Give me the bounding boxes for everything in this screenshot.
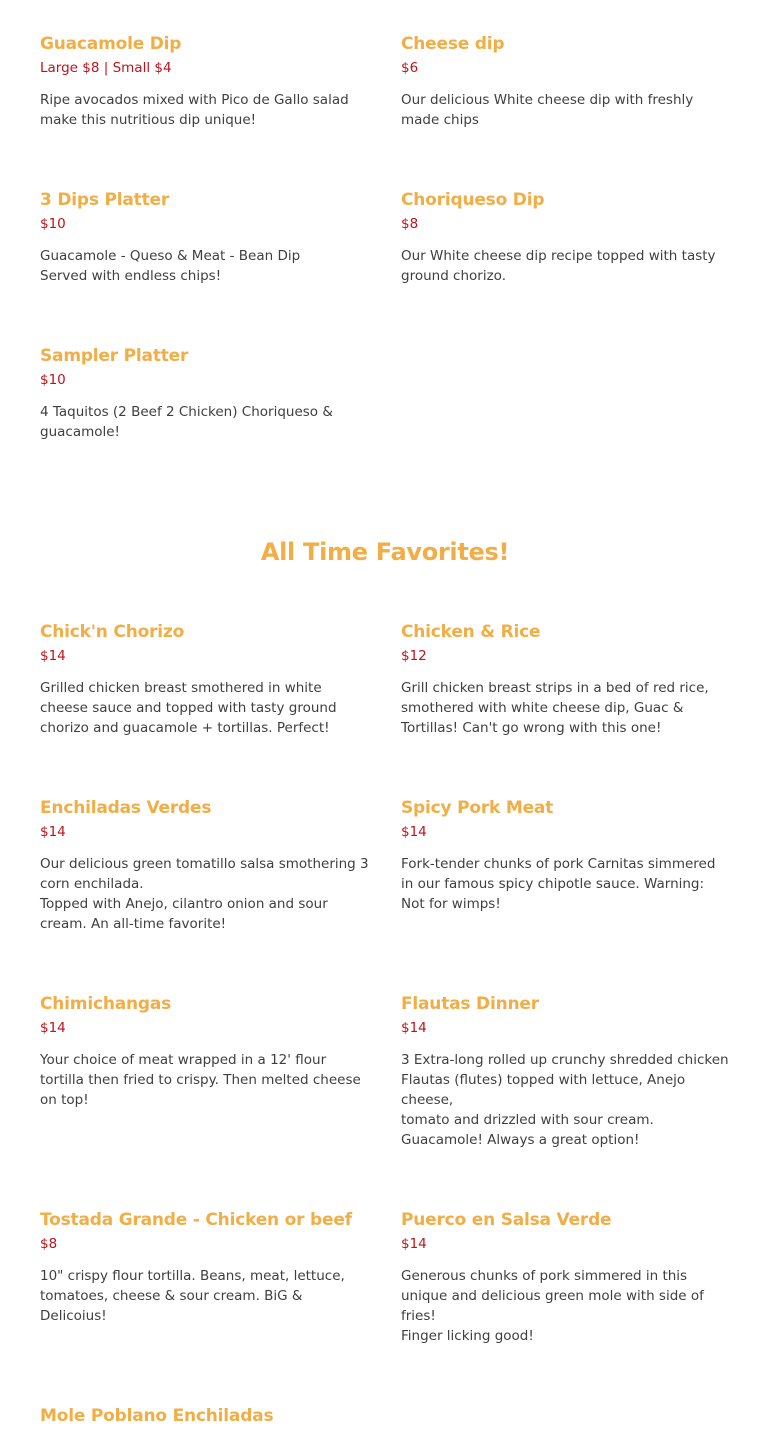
item-name: Cheese dip [401,34,505,54]
item-name: Choriqueso Dip [401,190,545,210]
item-description: Your choice of meat wrapped in a 12' flour tortilla then fried to crispy. Then melted cheese on top! [40,1052,361,1108]
item-price: $14 [40,824,66,840]
item-price: $8 [401,216,419,232]
item-price: $12 [401,648,427,664]
item-name: Chicken & Rice [401,622,541,642]
item-name: Chick'n Chorizo [40,622,185,642]
item-description: Grill chicken breast strips in a bed of red rice, smothered with white cheese dip, Guac & Tortillas! Can't go wrong with this one! [401,680,709,736]
item-description: Our White cheese dip recipe topped with tasty ground chorizo. [401,248,716,284]
item-description: Our delicious green tomatillo salsa smothering 3 corn enchilada. Topped with Anejo, cilantro onion and sour cream. An all-time favorite! [40,856,369,932]
item-price: $14 [40,1020,66,1036]
menu-item-chimichangas [40,992,369,1208]
item-price: $10 [40,216,66,232]
item-name: Tostada Grande - Chicken or beef [40,1210,352,1230]
menu-item-puerco-en-salsa-verde [401,1208,730,1404]
item-price: $14 [401,1020,427,1036]
item-name: Puerco en Salsa Verde [401,1210,612,1230]
appetizers-grid [40,32,730,442]
menu-item-guacamole-dip [40,32,369,188]
item-name: Sampler Platter [40,346,189,366]
item-description: Our delicious White cheese dip with freshly made chips [401,92,694,128]
favorites-section [40,620,730,1428]
item-description: Ripe avocados mixed with Pico de Gallo salad make this nutritious dip unique! [40,92,349,128]
favorites-grid [40,620,730,1428]
menu-item-sampler-platter [40,344,369,442]
item-description: 10" crispy flour tortilla. Beans, meat, lettuce, tomatoes, cheese & sour cream. BiG & Delicoius! [40,1268,345,1324]
item-name: Spicy Pork Meat [401,798,554,818]
item-description: 4 Taquitos (2 Beef 2 Chicken) Choriqueso & guacamole! [40,404,333,440]
item-price: Large $8 | Small $4 [40,60,172,76]
item-price: $6 [401,60,419,76]
item-price: $14 [40,648,66,664]
menu-item-flautas-dinner [401,992,730,1208]
item-name: Enchiladas Verdes [40,798,212,818]
section-heading-all-time-favorites: All Time Favorites! [260,538,510,566]
item-name: Mole Poblano Enchiladas [40,1406,274,1426]
item-price: $10 [40,372,66,388]
item-description: Guacamole - Queso & Meat - Bean Dip Served with endless chips! [40,248,301,284]
item-description: Grilled chicken breast smothered in white cheese sauce and topped with tasty ground chorizo and guacamole + tortillas. Perfect! [40,680,337,736]
menu-item-enchiladas-verdes [40,796,369,992]
appetizers-section [40,32,730,442]
menu-item-mole-poblano-enchiladas [40,1404,369,1428]
item-name: Chimichangas [40,994,172,1014]
item-price: $14 [401,824,427,840]
item-price: $8 [40,1236,58,1252]
item-description: Fork-tender chunks of pork Carnitas simmered in our famous spicy chipotle sauce. Warning: Not for wimps! [401,856,716,912]
menu-item-cheese-dip [401,32,730,188]
item-price: $14 [401,1236,427,1252]
menu-item-chicken-and-rice [401,620,730,796]
item-name: Flautas Dinner [401,994,539,1014]
menu-item-choriqueso-dip [401,188,730,344]
item-description: 3 Extra-long rolled up crunchy shredded chicken Flautas (flutes) topped with lettuce, Anejo cheese, tomato and drizzled with sour cream. Guacamole! Always a great option! [401,1052,729,1148]
menu-item-chickn-chorizo [40,620,369,796]
item-description: Generous chunks of pork simmered in this unique and delicious green mole with side of fries! Finger licking good! [401,1268,704,1344]
menu-item-spicy-pork-meat [401,796,730,992]
item-name: 3 Dips Platter [40,190,170,210]
menu-item-3-dips-platter [40,188,369,344]
item-name: Guacamole Dip [40,34,182,54]
menu-item-tostada-grande [40,1208,369,1404]
